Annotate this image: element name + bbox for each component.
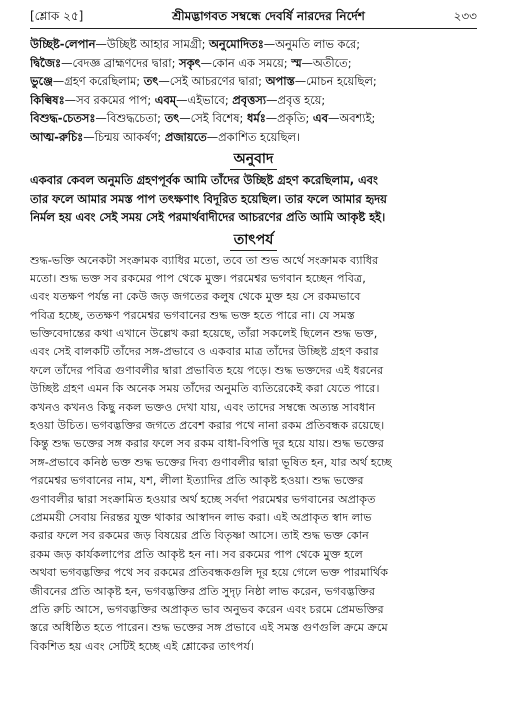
purport-heading bbox=[30, 230, 477, 250]
term-meaning: —গ্রহণ করেছিলাম; bbox=[52, 74, 144, 88]
term-meaning: —সেই আচরণের দ্বারা; bbox=[158, 74, 266, 88]
purport-line: মতো। শুদ্ধ ভক্ত সব রকমের পাপ থেকে মুক্ত। পরমেশ্বর ভগবান হচ্ছেন পবিত্র, bbox=[30, 271, 366, 285]
purport-line: প্রতি রুচি আসে, ভগবদ্ভক্তির অপ্রাকৃত ভাব অনুভব করেন এবং চরমে প্রেমভক্তির bbox=[30, 602, 384, 616]
term-meaning: —চিন্ময় আকর্ষণ; bbox=[83, 129, 165, 144]
sanskrit-term: দ্বিজৈঃ bbox=[30, 55, 62, 70]
purport-line: গুণাবলীর দ্বারা সংক্রামিত হওয়ার অর্থ হচ্ছে সর্বদা পরমেশ্বর ভগবানের অপ্রাকৃত bbox=[30, 492, 376, 506]
purport-line: পরমেশ্বর ভগবানের নাম, যশ, লীলা ইত্যাদির প্রতি আকৃষ্ট হওয়া। শুদ্ধ ভক্তের bbox=[30, 474, 364, 488]
term-meaning: —প্রকৃতি; bbox=[265, 111, 313, 125]
term-meaning: —অবশ্যই; bbox=[327, 111, 376, 125]
purport-line: করার ফলে সব রকমের জড় বিষয়ের প্রতি বিতৃষ্ণা আসে। তাই শুদ্ধ ভক্ত কোন bbox=[30, 529, 369, 543]
sanskrit-term: অপাস্ত bbox=[265, 74, 295, 88]
sanskrit-term: সকৃৎ bbox=[179, 55, 201, 70]
term-meaning: —সব রকমের পাপ; bbox=[64, 92, 155, 107]
translation-line: নির্মল হয় এবং সেই সময় সেই পরমার্থবাদীদের আচরণের প্রতি আমি আকৃষ্ট হই। bbox=[30, 210, 386, 224]
sanskrit-term: অনুমোদিতঃ bbox=[209, 37, 264, 51]
sanskrit-term: প্রবৃত্তস্য bbox=[232, 92, 267, 107]
sanskrit-term: তৎ bbox=[164, 111, 180, 125]
synonym-line bbox=[30, 72, 477, 91]
purport-line: কখনও কখনও কিছু নকল ভক্তও দেখা যায়, এবং তাদের সম্বন্ধে অত্যন্ত সাবধান bbox=[30, 400, 376, 414]
term-meaning: —প্রবৃত্ত হয়ে; bbox=[266, 92, 326, 107]
sanskrit-term: ধর্মঃ bbox=[246, 111, 266, 125]
synonym-line bbox=[30, 91, 477, 110]
purport-line: জীবনের প্রতি আকৃষ্ট হন, ভগবদ্ভক্তির প্রতি সুদৃঢ় নিষ্ঠা লাভ করেন, ভগবদ্ভক্তির bbox=[30, 584, 376, 598]
translation-heading bbox=[30, 149, 477, 169]
translation-line: তার ফলে আমার সমস্ত পাপ তৎক্ষণাৎ বিদূরিত হয়েছিল। তার ফলে আমার হৃদয় bbox=[30, 191, 387, 206]
sanskrit-term: আত্ম-রুচিঃ bbox=[30, 129, 84, 144]
purport-line: এবং সেই বালকটি তাঁদের সঙ্গ-প্রভাবে ও একবার মাত্র তাঁদের উচ্ছিষ্ট গ্রহণ করার bbox=[30, 345, 379, 359]
term-meaning: —বেদজ্ঞ ব্রাহ্মণদের দ্বারা; bbox=[61, 55, 180, 70]
purport-line: কিন্তু শুদ্ধ ভক্তের সঙ্গ করার ফলে সব রকম বাধা-বিপত্তি দূর হয়ে যায়। শুদ্ধ ভক্তের bbox=[30, 437, 384, 451]
translation-block bbox=[30, 171, 477, 227]
running-title: শ্রীমদ্ভাগবত সম্বন্ধে দেবর্ষি নারদের নির্দেশ bbox=[172, 9, 365, 23]
synonyms-block bbox=[30, 35, 477, 146]
sanskrit-term: তৎ bbox=[143, 74, 159, 88]
purport-line: বিকশিত হয় এবং সেটিই হচ্ছে এই শ্লোকের তাৎপর্য। bbox=[30, 639, 254, 653]
verse-number: [শ্লোক ২৫] bbox=[30, 9, 84, 23]
purport-line: স্তরে অধিষ্ঠিত হতে পারেন। শুদ্ধ ভক্তের সঙ্গ প্রভাবে এই সমস্ত গুণগুলি ক্রমে ক্রমে bbox=[30, 621, 388, 635]
purport-line: প্রেমময়ী সেবায় নিরন্তর যুক্ত থাকার আস্বাদন লাভ করা। এই অপ্রাকৃত স্বাদ লাভ bbox=[30, 510, 372, 524]
sanskrit-term: উচ্ছিষ্ট-লেপান bbox=[30, 37, 96, 51]
term-meaning: —অতীতে; bbox=[301, 55, 352, 70]
translation-line: একবার কেবল অনুমতি গ্রহণপূর্বক আমি তাঁদের উচ্ছিষ্ট গ্রহণ করেছিলাম, এবং bbox=[30, 173, 378, 187]
term-meaning: —উচ্ছিষ্ট আহার সামগ্রী; bbox=[95, 37, 210, 51]
purport-line: সঙ্গ-প্রভাবে কনিষ্ঠ ভক্ত শুদ্ধ ভক্তের দিব্য গুণাবলীর দ্বারা ভূষিত হন, যার অর্থ হচ্ছে bbox=[30, 455, 392, 469]
purport-block bbox=[30, 252, 477, 657]
synonym-line bbox=[30, 35, 477, 54]
sanskrit-term: কিল্বিষঃ bbox=[30, 92, 65, 107]
purport-line: ফলে তাঁদের পবিত্র গুণাবলীর দ্বারা প্রভাবিত হয়ে পড়ে। শুদ্ধ ভক্তদের এই ধরনের bbox=[30, 363, 384, 377]
purport-line: হওয়া উচিত। ভগবদ্ভক্তির জগতে প্রবেশ করার পথে নানা রকম প্রতিবন্ধক রয়েছে। bbox=[30, 419, 385, 433]
term-meaning: —মোচন হয়েছিল; bbox=[294, 74, 377, 88]
term-meaning: —বিশুদ্ধচেতা; bbox=[95, 111, 165, 125]
purport-line: ভক্তিবেদান্তের কথা এখানে উল্লেখ করা হয়েছে, তাঁরা সকলেই ছিলেন শুদ্ধ ভক্ত, bbox=[30, 327, 378, 341]
sanskrit-term: স্ম bbox=[291, 55, 302, 70]
term-meaning: —কোন এক সময়ে; bbox=[200, 55, 292, 70]
term-meaning: —প্রকাশিত হয়েছিল। bbox=[206, 129, 301, 144]
synonym-line bbox=[30, 128, 477, 147]
sanskrit-term: ভুঞ্জে bbox=[30, 74, 53, 88]
translation-title: অনুবাদ bbox=[230, 149, 278, 170]
synonym-line bbox=[30, 54, 477, 73]
sanskrit-term: বিশুদ্ধ-চেতসঃ bbox=[30, 111, 96, 125]
synonym-line bbox=[30, 109, 477, 128]
purport-line: শুদ্ধ-ভক্তি অনেকটা সংক্রামক ব্যাধির মতো, তবে তা শুভ অর্থে সংক্রামক ব্যাধির bbox=[30, 253, 379, 267]
sanskrit-term: প্রজায়তে bbox=[164, 129, 207, 144]
purport-line: অথবা ভগবদ্ভক্তির পথে সব রকমের প্রতিবন্ধকগুলি দূর হয়ে গেলে ভক্ত পারমার্থিক bbox=[30, 566, 389, 580]
purport-title: তাৎপর্য bbox=[230, 230, 278, 251]
term-meaning: —অনুমতি লাভ করে; bbox=[263, 37, 361, 51]
sanskrit-term: এবম্ bbox=[154, 92, 177, 107]
term-meaning: —সেই বিশেষ; bbox=[179, 111, 247, 125]
page-header bbox=[30, 8, 477, 26]
purport-line: পবিত্র হচ্ছে, ততক্ষণ পরমেশ্বর ভগবানের শুদ্ধ ভক্ত হতে পারে না। যে সমস্ত bbox=[30, 308, 355, 322]
page-number: ২৩৩ bbox=[453, 9, 477, 23]
sanskrit-term: এব bbox=[312, 111, 328, 125]
header-rule bbox=[30, 28, 477, 29]
term-meaning: —এইভাবে; bbox=[176, 92, 233, 107]
purport-line: এবং যতক্ষণ পর্যন্ত না কেউ জড় জগতের কলুষ থেকে মুক্ত হয় সে রকমভাবে bbox=[30, 290, 361, 304]
purport-line: উচ্ছিষ্ট গ্রহণ এমন কি অনেক সময় তাঁদের অনুমতি ব্যতিরেকেই করা যেতে পারে। bbox=[30, 382, 380, 396]
purport-line: রকম জড় কার্যকলাপের প্রতি আকৃষ্ট হন না। সব রকমের পাপ থেকে মুক্ত হলে bbox=[30, 547, 363, 561]
